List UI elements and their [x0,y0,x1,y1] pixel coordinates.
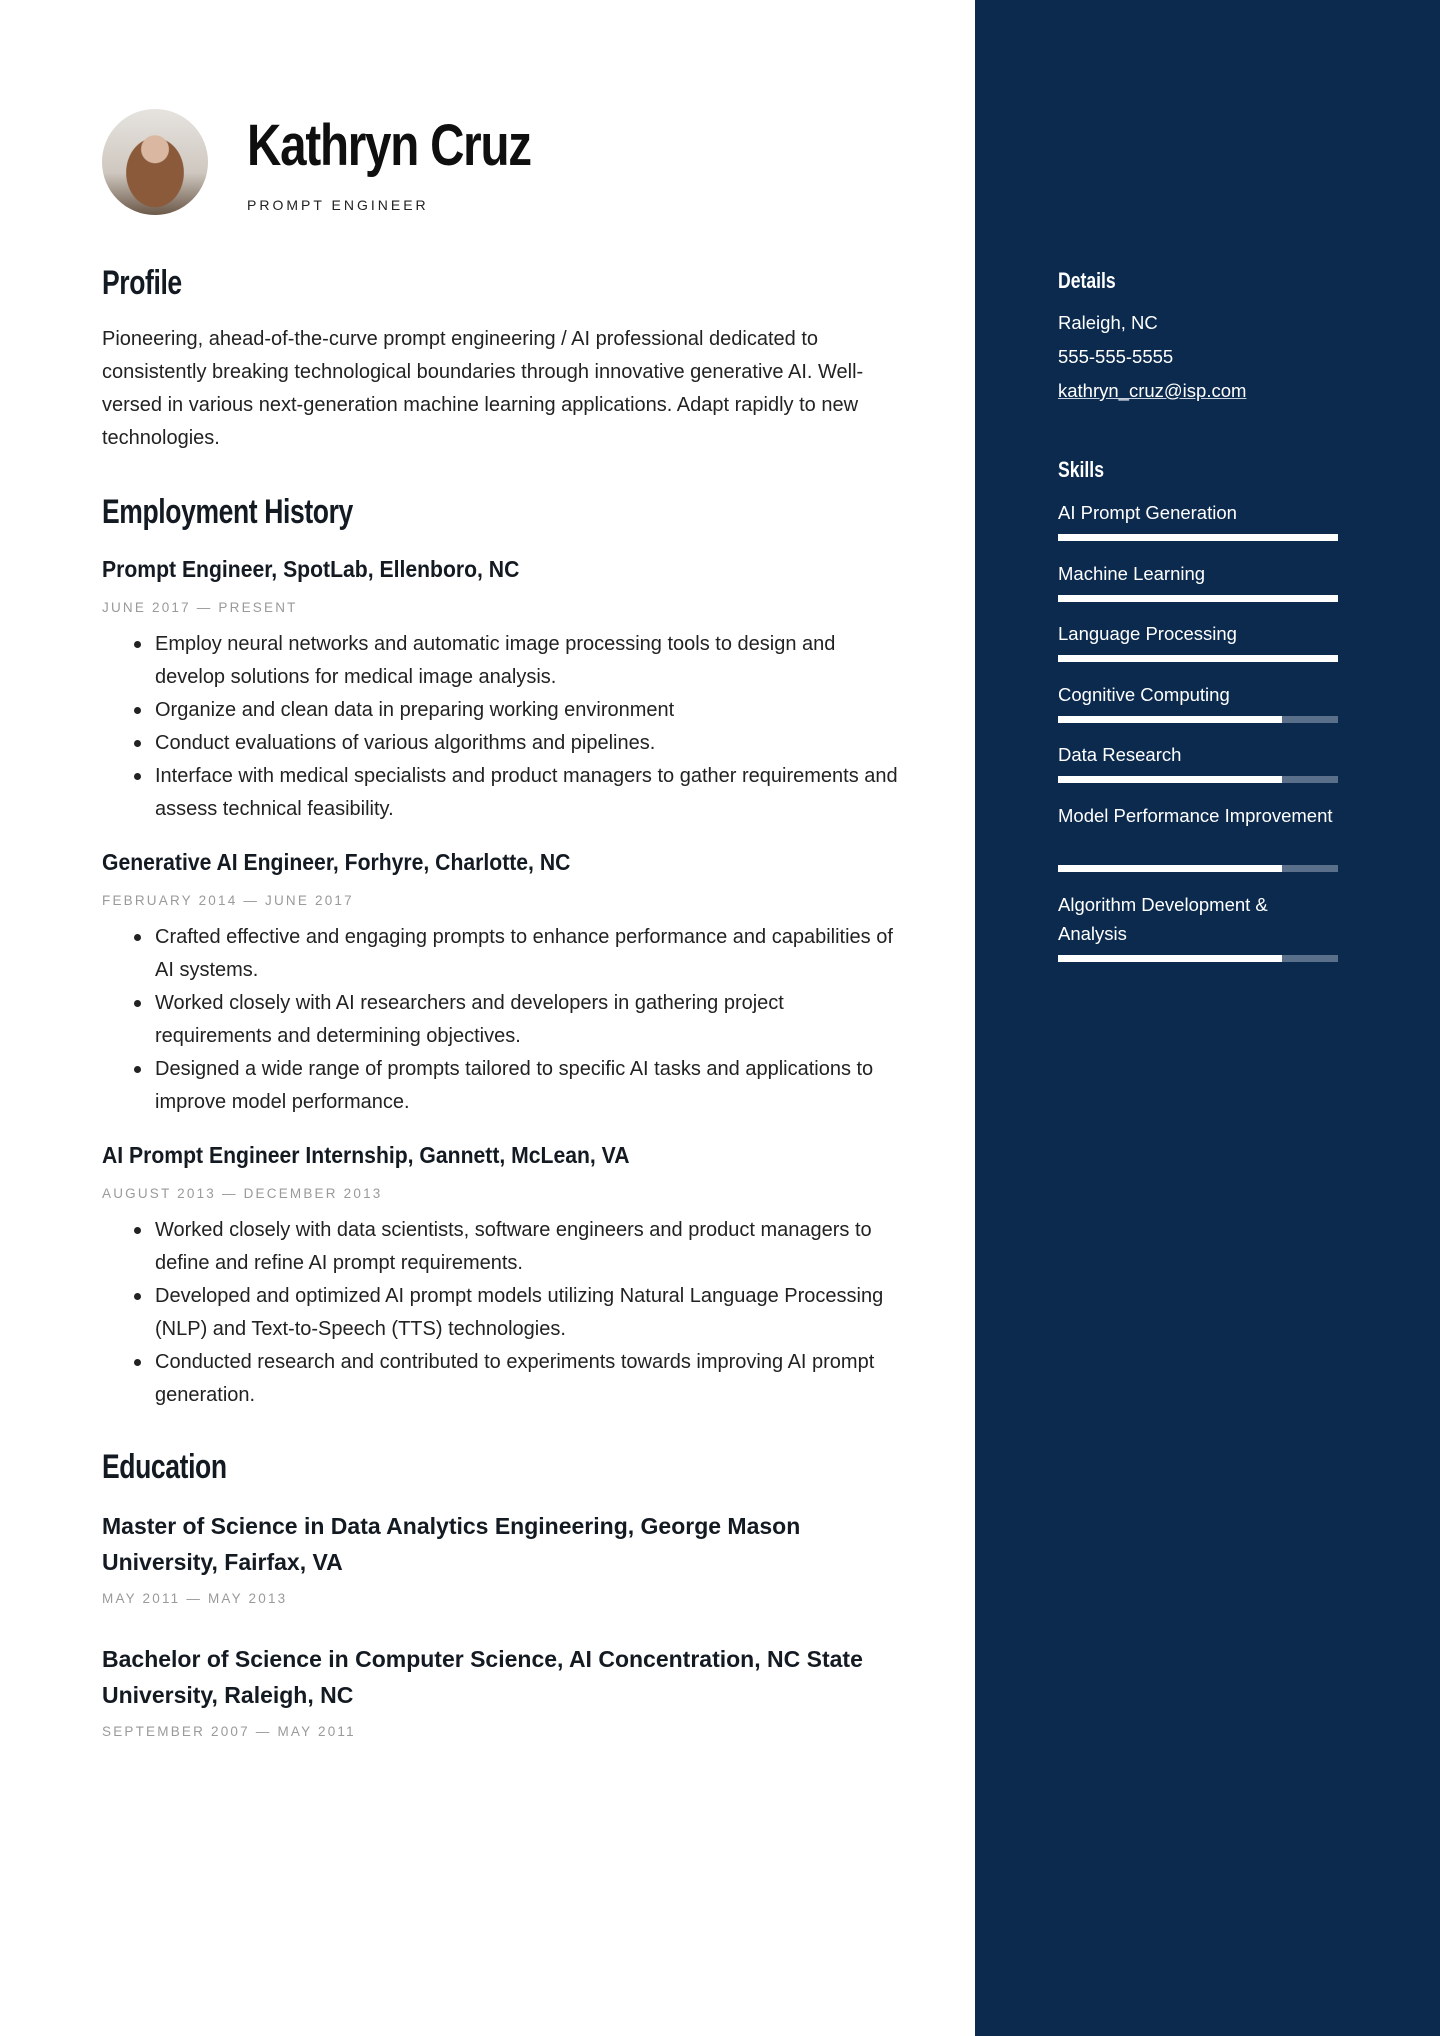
skill-level-fill [1058,595,1338,602]
skill-name: Cognitive Computing [1058,684,1230,705]
details-email-link[interactable]: kathryn_cruz@isp.com [1058,380,1247,401]
job-bullets-3 [155,1214,905,1412]
list-item: Interface with medical specialists and product managers to gather requirements and assess technical feasibility. [155,760,905,826]
list-item: Conducted research and contributed to experiments towards improving AI prompt generation. [155,1346,905,1412]
job-bullets-2 [155,921,905,1119]
job-title-1: Prompt Engineer, SpotLab, Ellenboro, NC [102,556,520,582]
list-item: Worked closely with AI researchers and developers in gathering project requirements and determining objectives. [155,987,905,1053]
job-title: PROMPT ENGINEER [247,197,429,213]
details-phone: 555-555-5555 [1058,346,1174,367]
sidebar [975,0,1440,2036]
skill-name: Data Research [1058,744,1182,765]
skill-level-fill [1058,955,1282,962]
list-item: Conduct evaluations of various algorithms and pipelines. [155,727,905,760]
skill-level-fill [1058,655,1338,662]
skill-level-fill [1058,716,1282,723]
job-title-3: AI Prompt Engineer Internship, Gannett, McLean, VA [102,1142,630,1168]
skill-level-bar [1058,776,1338,783]
skill-level-fill [1058,534,1338,541]
list-item: Developed and optimized AI prompt models utilizing Natural Language Processing (NLP) and Text-to-Speech (TTS) technologies. [155,1280,905,1346]
skill-name: AI Prompt Generation [1058,502,1237,523]
details-heading: Details [1058,268,1116,293]
skill-level-bar [1058,955,1338,962]
education-title-2: Bachelor of Science in Computer Science, AI Concentration, NC State University, Raleigh, NC [102,1646,863,1708]
skill-level-bar [1058,716,1338,723]
skill-level-fill [1058,865,1282,872]
candidate-name: Kathryn Cruz [247,113,531,178]
skill-level-fill [1058,776,1282,783]
job-dates-2: FEBRUARY 2014 — JUNE 2017 [102,893,354,908]
education-dates-1: MAY 2011 — MAY 2013 [102,1591,288,1606]
job-bullets-1 [155,628,905,826]
education-heading: Education [102,1448,227,1486]
list-item: Crafted effective and engaging prompts to enhance performance and capabilities of AI systems. [155,921,905,987]
list-item: Designed a wide range of prompts tailored to specific AI tasks and applications to improve model performance. [155,1053,905,1119]
education-dates-2: SEPTEMBER 2007 — MAY 2011 [102,1724,356,1739]
skill-name: Algorithm Development & Analysis [1058,894,1268,944]
employment-heading: Employment History [102,493,353,531]
skill-level-bar [1058,865,1338,872]
avatar [102,109,208,215]
education-title-1: Master of Science in Data Analytics Engineering, George Mason University, Fairfax, VA [102,1513,801,1575]
skill-level-bar [1058,595,1338,602]
skill-level-bar [1058,534,1338,541]
list-item: Organize and clean data in preparing working environment [155,694,905,727]
skill-name: Machine Learning [1058,563,1206,584]
list-item: Employ neural networks and automatic image processing tools to design and develop solutions for medical image analysis. [155,628,905,694]
skill-level-bar [1058,655,1338,662]
details-location: Raleigh, NC [1058,312,1158,333]
skill-name: Model Performance Improvement [1058,805,1333,826]
skill-name: Language Processing [1058,623,1237,644]
skills-heading: Skills [1058,457,1104,482]
job-dates-3: AUGUST 2013 — DECEMBER 2013 [102,1186,383,1201]
job-dates-1: JUNE 2017 — PRESENT [102,600,298,615]
profile-text: Pioneering, ahead-of-the-curve prompt engineering / AI professional dedicated to consistently breaking technological boundaries through innovative generative AI. Well-versed in various next-generation machine learning applications. Adapt rapidly to new technologies. [102,328,864,449]
job-title-2: Generative AI Engineer, Forhyre, Charlotte, NC [102,849,571,875]
profile-heading: Profile [102,264,182,302]
list-item: Worked closely with data scientists, software engineers and product managers to define and refine AI prompt requirements. [155,1214,905,1280]
